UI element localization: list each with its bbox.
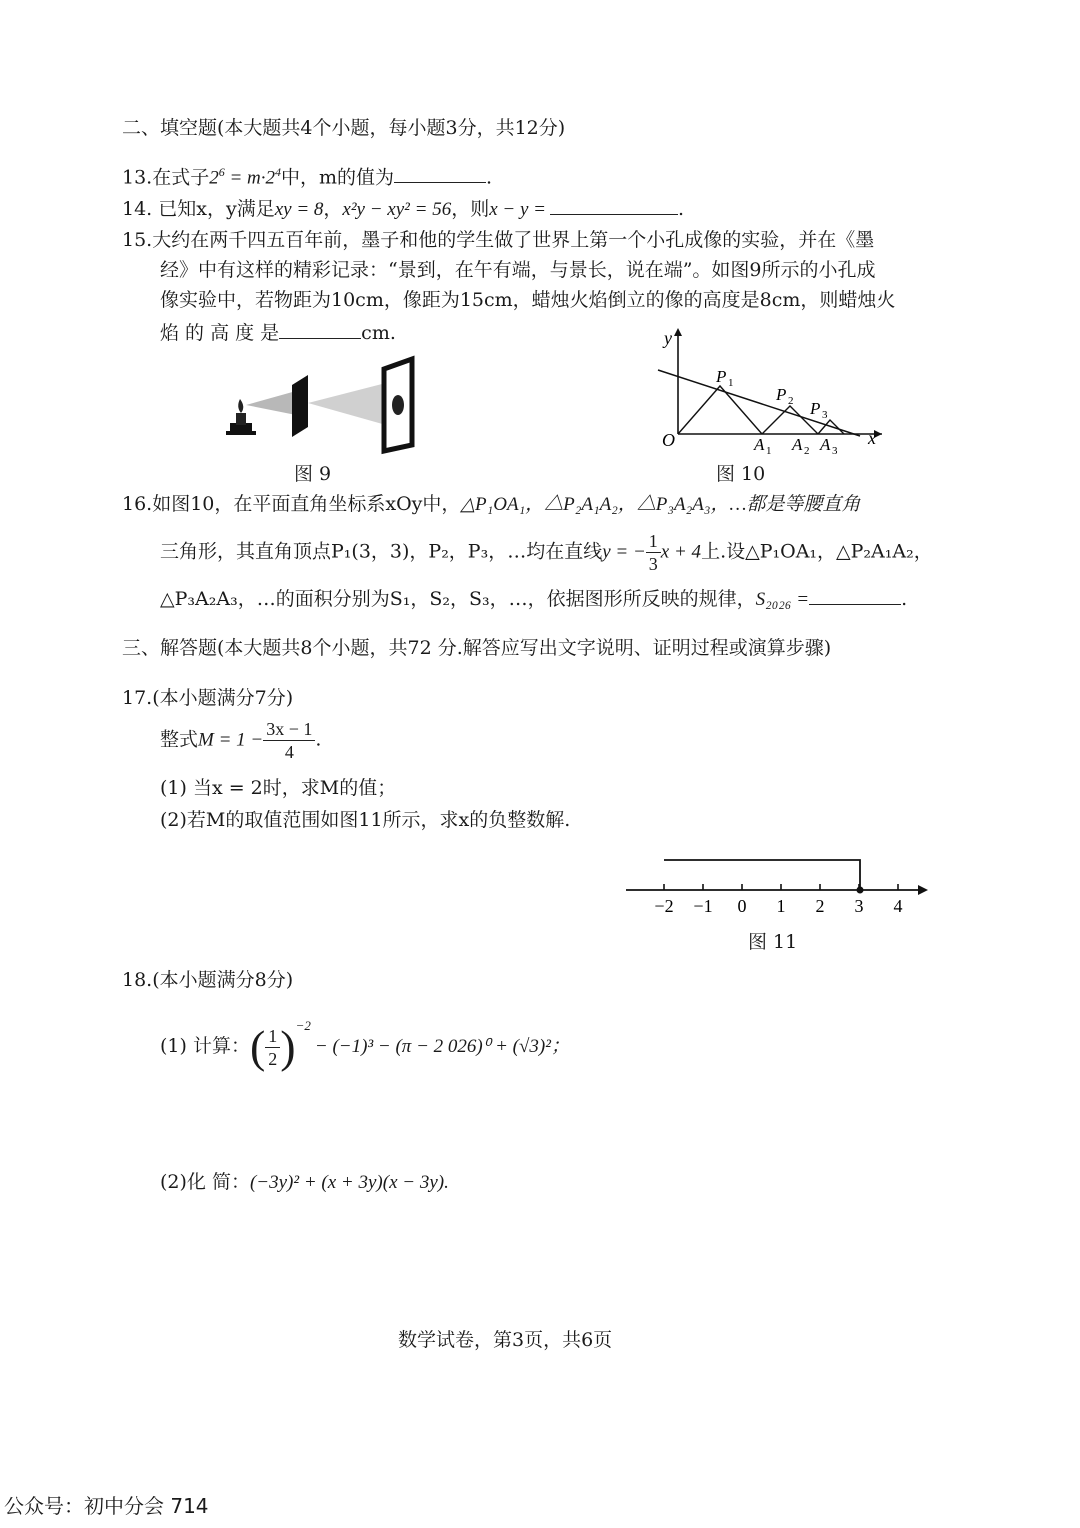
q14-end: . (677, 198, 685, 220)
q13-end: . (486, 166, 493, 189)
tick-label: 0 (737, 896, 747, 916)
q16-line-eq-y: y = − (602, 541, 646, 563)
q17-expr-fraction (263, 718, 315, 763)
q17-expr-den: 4 (284, 742, 294, 762)
q17-title: 17.(本小题满分7分) (122, 687, 294, 709)
q18-part-1-label: (1) 计算： (160, 1035, 250, 1057)
range-bracket (664, 860, 860, 890)
tick-label: −2 (654, 896, 674, 916)
q16-line-eq-den: 3 (648, 554, 658, 574)
p3-sub: 3 (822, 409, 828, 421)
a3-label: A (820, 435, 831, 454)
section-2-heading: 二、填空题(本大题共4个小题，每小题3分，共12分) (122, 117, 566, 139)
p1-label: P (716, 367, 727, 386)
number-line-ticks (654, 884, 902, 916)
q13-eq-base: 2 (209, 167, 219, 189)
question-14 (122, 196, 684, 222)
tick-label: 4 (893, 896, 903, 916)
q18-part-2-label: (2)化 简： (160, 1171, 250, 1193)
q16-answer-blank[interactable] (809, 586, 901, 605)
q18-frac-num: 1 (265, 1025, 280, 1048)
p2-sub: 2 (788, 395, 794, 407)
figure-11-number-line (620, 850, 940, 920)
q18-part-1: (1) 计算：( $\frac{1}{2}$ )$^{-2}$− (−1)³ − (π − 2 026)⁰ + (√3)²； (160, 1018, 570, 1072)
page-footer: 数学试卷，第3页，共6页 (398, 1329, 613, 1351)
q15-line-2: 经》中有这样的精彩记录：“景到，在午有端，与景长，说在端”。如图9所示的小孔成 (160, 259, 876, 281)
q17-expr-end: . (315, 728, 322, 751)
q13-answer-blank[interactable] (394, 164, 486, 183)
q15-answer-blank[interactable] (279, 320, 361, 339)
triangle-1 (678, 386, 762, 434)
origin-label: O (662, 430, 675, 450)
watermark-text: 公众号：初中分会 714 (4, 1494, 209, 1518)
q14-eq2: x²y − xy² = 56 (342, 199, 452, 220)
section-3-heading: 三、解答题(本大题共8个小题，共72 分.解答应写出文字说明、证明过程或演算步骤) (122, 637, 832, 659)
figure-10-caption: 图 10 (716, 463, 766, 485)
q16-line-2-suffix: 上.设△P₁OA₁，△P₂A₁A₂， (701, 540, 933, 563)
q13-prefix: 13.在式子 (122, 166, 210, 189)
q16-line-eq-fraction (646, 530, 661, 575)
x-label: x (868, 428, 876, 448)
figure-11-caption: 图 11 (748, 931, 798, 953)
q14-mid: ，则 (451, 198, 490, 220)
pinhole-board-icon (292, 375, 308, 437)
q18-part-2 (160, 1170, 449, 1195)
q16-line-1-triangles: △P₁OA₁，△P₂A₁A₂，△P₃A₂A₃，…都是等腰直角 (460, 494, 861, 515)
q15-unit: cm. (361, 322, 396, 344)
figure-9-caption: 图 9 (294, 463, 332, 485)
p3-label: P (810, 399, 821, 418)
q18-title: 18.(本小题满分8分) (122, 969, 294, 991)
q16-line-2 (160, 530, 933, 578)
tick-label: 2 (815, 896, 825, 916)
q18-frac-den: 2 (268, 1048, 278, 1069)
q15-line-1: 15.大约在两千四五百年前，墨子和他的学生做了世界上第一个小孔成像的实验，并在《墨 (122, 229, 875, 251)
q16-line-3 (160, 586, 907, 612)
a2-sub: 2 (804, 445, 810, 457)
q17-expr-prefix: 整式 (160, 728, 199, 751)
y-label: y (664, 328, 672, 348)
q14-prefix: 14. 已知x，y满足 (122, 198, 275, 220)
q16-line-1-prefix: 16.如图10，在平面直角坐标系xOy中， (122, 493, 461, 515)
q15-line-4 (160, 320, 396, 345)
tick-label: 3 (854, 896, 864, 916)
q14-answer-blank[interactable] (550, 196, 678, 215)
number-line-arrow (918, 885, 928, 895)
q14-eq3: x − y = (489, 199, 546, 220)
q17-expr-num: 3x − 1 (263, 718, 315, 741)
a2-label: A (792, 435, 803, 454)
q17-expression (160, 718, 321, 770)
q16-target: S₂₀₂₆ = (755, 589, 810, 610)
q16-line-eq-num: 1 (646, 530, 661, 553)
q14-sep: ， (323, 198, 343, 220)
closed-point (857, 887, 864, 894)
a3-sub: 3 (832, 445, 838, 457)
q16-line-3-prefix: △P₃A₂A₃，…的面积分别为S₁，S₂，S₃，…，依据图形所反映的规律， (160, 588, 756, 610)
q16-line-1 (122, 492, 860, 517)
q16-line-eq-rest: x + 4 (660, 541, 702, 563)
q15-line-3: 像实验中，若物距为10cm，像距为15cm，蜡烛火焰倒立的像的高度是8cm，则蜡烛火 (160, 289, 896, 311)
screen-icon (384, 359, 412, 451)
q18-part-1-fraction (265, 1025, 280, 1070)
a1-label: A (754, 435, 765, 454)
q18-part-1-exp: −2 (295, 1018, 311, 1033)
figure-9-pinhole-illustration (216, 355, 426, 455)
line-y-eq (658, 370, 860, 436)
tick-label: 1 (776, 896, 786, 916)
p1-sub: 1 (728, 377, 734, 389)
p2-label: P (776, 385, 787, 404)
q16-line-2-prefix: 三角形，其直角顶点P₁(3，3)，P₂，P₃，…均在直线 (160, 540, 603, 563)
a1-sub: 1 (766, 445, 772, 457)
q17-part-2: (2)若M的取值范围如图11所示，求x的负整数解. (160, 809, 571, 831)
q17-part-1: (1) 当x = 2时，求M的值； (160, 777, 397, 799)
figure-10-coordinate-diagram (650, 322, 890, 462)
q18-part-2-expr: (−3y)² + (x + 3y)(x − 3y). (249, 1172, 449, 1193)
q18-part-1-rest: − (−1)³ − (π − 2 026)⁰ + (√3)²； (314, 1036, 570, 1057)
question-13 (122, 160, 492, 190)
q15-line-4-prefix: 焰 的 高 度 是 (160, 322, 280, 344)
q13-eq-exp: 6 (218, 165, 225, 179)
q14-eq1: xy = 8 (274, 199, 324, 220)
q13-suffix: 中，m的值为 (281, 166, 395, 189)
q13-eq-mid: = m·2 (224, 167, 276, 189)
q16-end: . (901, 588, 908, 610)
q13-eq-exp2: 4 (275, 165, 282, 179)
q17-expr-lhs: M = 1 − (198, 729, 264, 751)
tick-label: −1 (693, 896, 713, 916)
